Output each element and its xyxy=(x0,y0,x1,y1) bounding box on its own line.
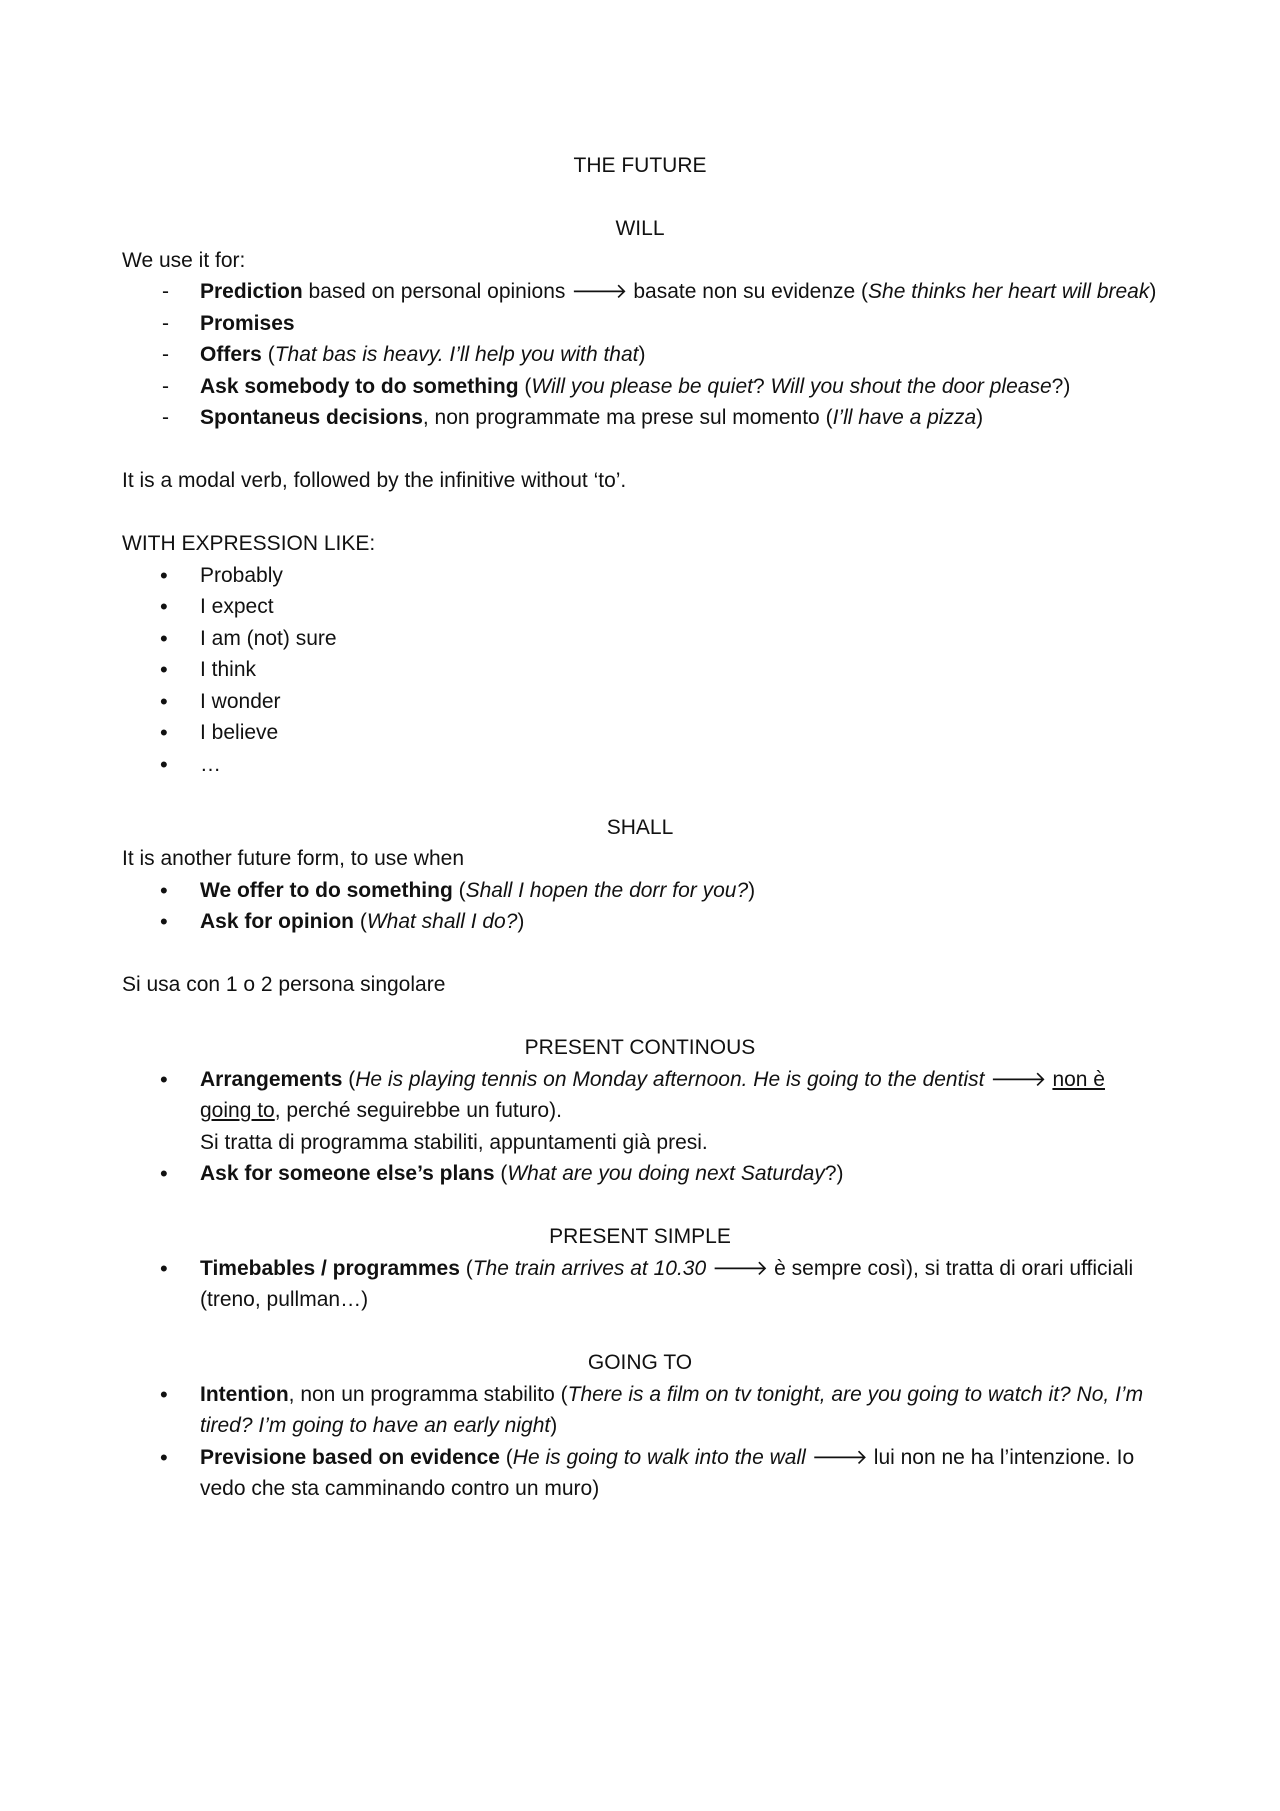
item-term: Previsione based on evidence xyxy=(200,1445,500,1469)
list-item: • … xyxy=(122,749,1158,781)
present-simple-list xyxy=(122,1253,1158,1316)
present-continous-list xyxy=(122,1064,1158,1190)
list-item: • Ask for someone else’s plans (What are you doing next Saturday?) xyxy=(122,1158,1158,1190)
item-term: Ask for opinion xyxy=(200,910,354,933)
item-term: Ask somebody to do something xyxy=(200,374,519,398)
spacer xyxy=(122,434,1158,466)
example: What shall I do? xyxy=(366,910,518,933)
arrow-icon: 🡒 xyxy=(805,1445,874,1469)
example: What are you doing next Saturday xyxy=(507,1162,825,1185)
list-item: • Timebables / programmes (The train arrives at 10.30 🡒 è sempre così), si tratta di orari ufficiali (treno, pullman…) xyxy=(122,1253,1158,1316)
spacer xyxy=(122,780,1158,812)
item-term: Prediction xyxy=(200,280,303,303)
list-item: - Ask somebody to do something (Will you please be quiet? Will you shout the door please?) xyxy=(122,371,1158,403)
list-item: • Probably xyxy=(122,560,1158,592)
will-heading: WILL xyxy=(615,217,665,240)
spacer xyxy=(122,1316,1158,1348)
document-title: THE FUTURE xyxy=(573,154,707,177)
list-item: • Arrangements (He is playing tennis on Monday afternoon. He is going to the dentist 🡒 non è going to, perché seguirebbe un futuro). Si tratta di programma stabiliti, appuntamenti già presi. xyxy=(122,1064,1158,1159)
list-item: • I expect xyxy=(122,591,1158,623)
list-item xyxy=(122,308,1158,340)
item-term: Arrangements xyxy=(200,1067,343,1091)
spacer xyxy=(122,938,1158,970)
list-item: • Intention, non un programma stabilito (There is a film on tv tonight, are you going to watch it? No, I’m tired? I’m going to have an early night) xyxy=(122,1379,1158,1442)
list-item: - Prediction based on personal opinions 🡒 basate non su evidenze (She thinks her heart will break) xyxy=(122,276,1158,308)
example: That bas is heavy. I’ll help you with that xyxy=(274,343,639,366)
will-intro: We use it for: xyxy=(122,248,246,272)
list-item: • Previsione based on evidence (He is going to walk into the wall 🡒 lui non ne ha l’intenzione. Io vedo che sta camminando contro un muro) xyxy=(122,1442,1158,1505)
list-item: • We offer to do something (Shall I hopen the dorr for you?) xyxy=(122,875,1158,907)
example: I’ll have a pizza xyxy=(832,406,977,429)
expressions-heading: WITH EXPRESSION LIKE: xyxy=(122,532,376,555)
shall-intro: It is another future form, to use when xyxy=(122,847,465,870)
arrow-icon: 🡒 xyxy=(706,1256,775,1280)
list-item: • Ask for opinion (What shall I do?) xyxy=(122,906,1158,938)
list-item: • I am (not) sure xyxy=(122,623,1158,655)
list-item: - Spontaneus decisions, non programmate ma prese sul momento (I’ll have a pizza) xyxy=(122,402,1158,434)
arrow-icon: 🡒 xyxy=(984,1067,1053,1091)
item-term: Timebables / programmes xyxy=(200,1256,460,1280)
list-item: - Offers (That bas is heavy. I’ll help you with that) xyxy=(122,339,1158,371)
going-to-list xyxy=(122,1379,1158,1505)
list-item: • I believe xyxy=(122,717,1158,749)
list-item: • I think xyxy=(122,654,1158,686)
spacer xyxy=(122,1190,1158,1222)
item-term: Spontaneus decisions xyxy=(200,406,423,429)
spacer xyxy=(122,497,1158,529)
modal-note: It is a modal verb, followed by the infinitive without ‘to’. xyxy=(122,469,627,492)
spacer xyxy=(122,182,1158,214)
example: Will you please be quiet xyxy=(531,374,753,398)
document-page xyxy=(122,150,1158,1505)
going-to-heading: GOING TO xyxy=(587,1351,693,1374)
shall-heading: SHALL xyxy=(606,815,674,839)
will-uses-list xyxy=(122,276,1158,434)
shall-uses-list xyxy=(122,875,1158,938)
item-term: Promises xyxy=(200,311,295,335)
item-term: Ask for someone else’s plans xyxy=(200,1162,495,1185)
item-term: Offers xyxy=(200,343,262,366)
item-term: We offer to do something xyxy=(200,878,453,902)
list-item: • I wonder xyxy=(122,686,1158,718)
present-continous-heading: PRESENT CONTINOUS xyxy=(524,1036,756,1059)
expressions-list xyxy=(122,560,1158,781)
arrow-icon: 🡒 xyxy=(571,280,628,303)
example: He is going to walk into the wall xyxy=(512,1445,806,1469)
shall-note: Si usa con 1 o 2 persona singolare xyxy=(122,973,446,996)
present-simple-heading: PRESENT SIMPLE xyxy=(549,1225,731,1248)
example: He is playing tennis on Monday afternoon. He is going to the dentist xyxy=(355,1067,985,1091)
item-term: Intention xyxy=(200,1382,289,1406)
example: Shall I hopen the dorr for you? xyxy=(465,878,749,902)
example: The train arrives at 10.30 xyxy=(472,1256,707,1280)
example: Will you shout the door please xyxy=(770,374,1052,398)
example: She thinks her heart will break xyxy=(868,280,1150,303)
underlined-note: non è going to xyxy=(200,1067,1105,1122)
spacer xyxy=(122,1001,1158,1033)
example: There is a film on tv tonight, are you going to watch it? No, I’m tired? I’m going to have an early night xyxy=(200,1382,1144,1437)
